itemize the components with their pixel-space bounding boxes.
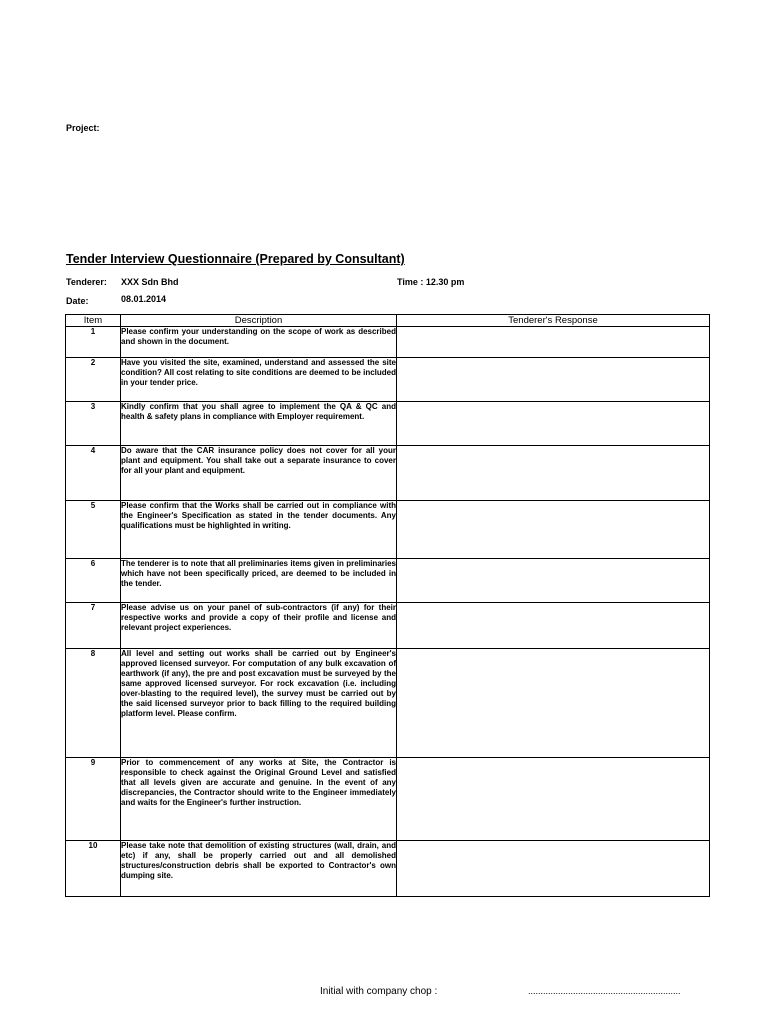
item-number: 7 [66, 603, 121, 649]
item-description: Please confirm your understanding on the scope of work as described and shown in the document. [121, 327, 397, 358]
item-number: 2 [66, 358, 121, 402]
response-cell[interactable] [397, 358, 710, 402]
table-row [66, 358, 710, 402]
item-number: 3 [66, 402, 121, 446]
questionnaire-table [65, 314, 710, 897]
date-label: Date: [66, 296, 89, 306]
item-description: Please confirm that the Works shall be carried out in compliance with the Engineer's Specification as stated in the tender documents. Any qualifications must be highlighted in writing. [121, 501, 397, 559]
date-value: 08.01.2014 [121, 294, 167, 304]
response-cell[interactable] [397, 841, 710, 897]
item-number: 10 [66, 841, 121, 897]
response-cell[interactable] [397, 446, 710, 501]
table-header-row [66, 315, 710, 327]
item-number: 5 [66, 501, 121, 559]
item-number: 4 [66, 446, 121, 501]
response-cell[interactable] [397, 501, 710, 559]
table-row [66, 649, 710, 758]
response-cell[interactable] [397, 758, 710, 841]
item-description: Prior to commencement of any works at Site, the Contractor is responsible to check against the Original Ground Level and satisfied that all levels given are accurate and genuine. In the event of any discrepancies, the Contractor should write to the Engineer immediately and waits for the Engineer's further instruction. [121, 758, 397, 841]
item-number: 1 [66, 327, 121, 358]
table-row [66, 402, 710, 446]
column-header-description: Description [121, 315, 397, 327]
item-description: Do aware that the CAR insurance policy does not cover for all your plant and equipment. You shall take out a separate insurance to cover for all your plant and equipment. [121, 446, 397, 501]
table-row [66, 446, 710, 501]
table-row [66, 559, 710, 603]
table-row [66, 501, 710, 559]
column-header-item: Item [66, 315, 121, 327]
project-label: Project: [66, 123, 100, 133]
item-description: Have you visited the site, examined, understand and assessed the site condition? All cost relating to site conditions are deemed to be included in your tender price. [121, 358, 397, 402]
response-cell[interactable] [397, 649, 710, 758]
response-cell[interactable] [397, 402, 710, 446]
time-label: Time : 12.30 pm [397, 277, 465, 287]
tenderer-value: XXX Sdn Bhd [121, 277, 179, 287]
table-row [66, 327, 710, 358]
signature-line: ............................................................. [528, 986, 681, 996]
item-number: 8 [66, 649, 121, 758]
item-description: The tenderer is to note that all preliminaries items given in preliminaries which have not been specifically priced, are deemed to be included in the tender. [121, 559, 397, 603]
item-description: Please advise us on your panel of sub-contractors (if any) for their respective works and provide a copy of their profile and license and relevant project experiences. [121, 603, 397, 649]
page-title: Tender Interview Questionnaire (Prepared by Consultant) [66, 252, 405, 266]
table-row [66, 841, 710, 897]
item-description: Kindly confirm that you shall agree to implement the QA & QC and health & safety plans in compliance with Employer requirement. [121, 402, 397, 446]
item-number: 9 [66, 758, 121, 841]
tenderer-label: Tenderer: [66, 277, 107, 287]
company-chop-label: Initial with company chop : [320, 986, 438, 997]
table-row [66, 603, 710, 649]
item-number: 6 [66, 559, 121, 603]
column-header-response: Tenderer's Response [397, 315, 710, 327]
response-cell[interactable] [397, 327, 710, 358]
response-cell[interactable] [397, 603, 710, 649]
response-cell[interactable] [397, 559, 710, 603]
table-row [66, 758, 710, 841]
item-description: All level and setting out works shall be carried out by Engineer's approved licensed surveyor. For computation of any bulk excavation of earthwork (if any), the pre and post excavation must be surveyed by the same approved licensed surveyor. For rock excavation (i.e. including over-blasting to the required level), the survey must be carried out by the said licensed surveyor prior to back filling to the required building platform level. Please confirm. [121, 649, 397, 758]
item-description: Please take note that demolition of existing structures (wall, drain, and etc) if any, shall be properly carried out and all demolished structures/construction debris shall be exported to Contractor's own dumping site. [121, 841, 397, 897]
